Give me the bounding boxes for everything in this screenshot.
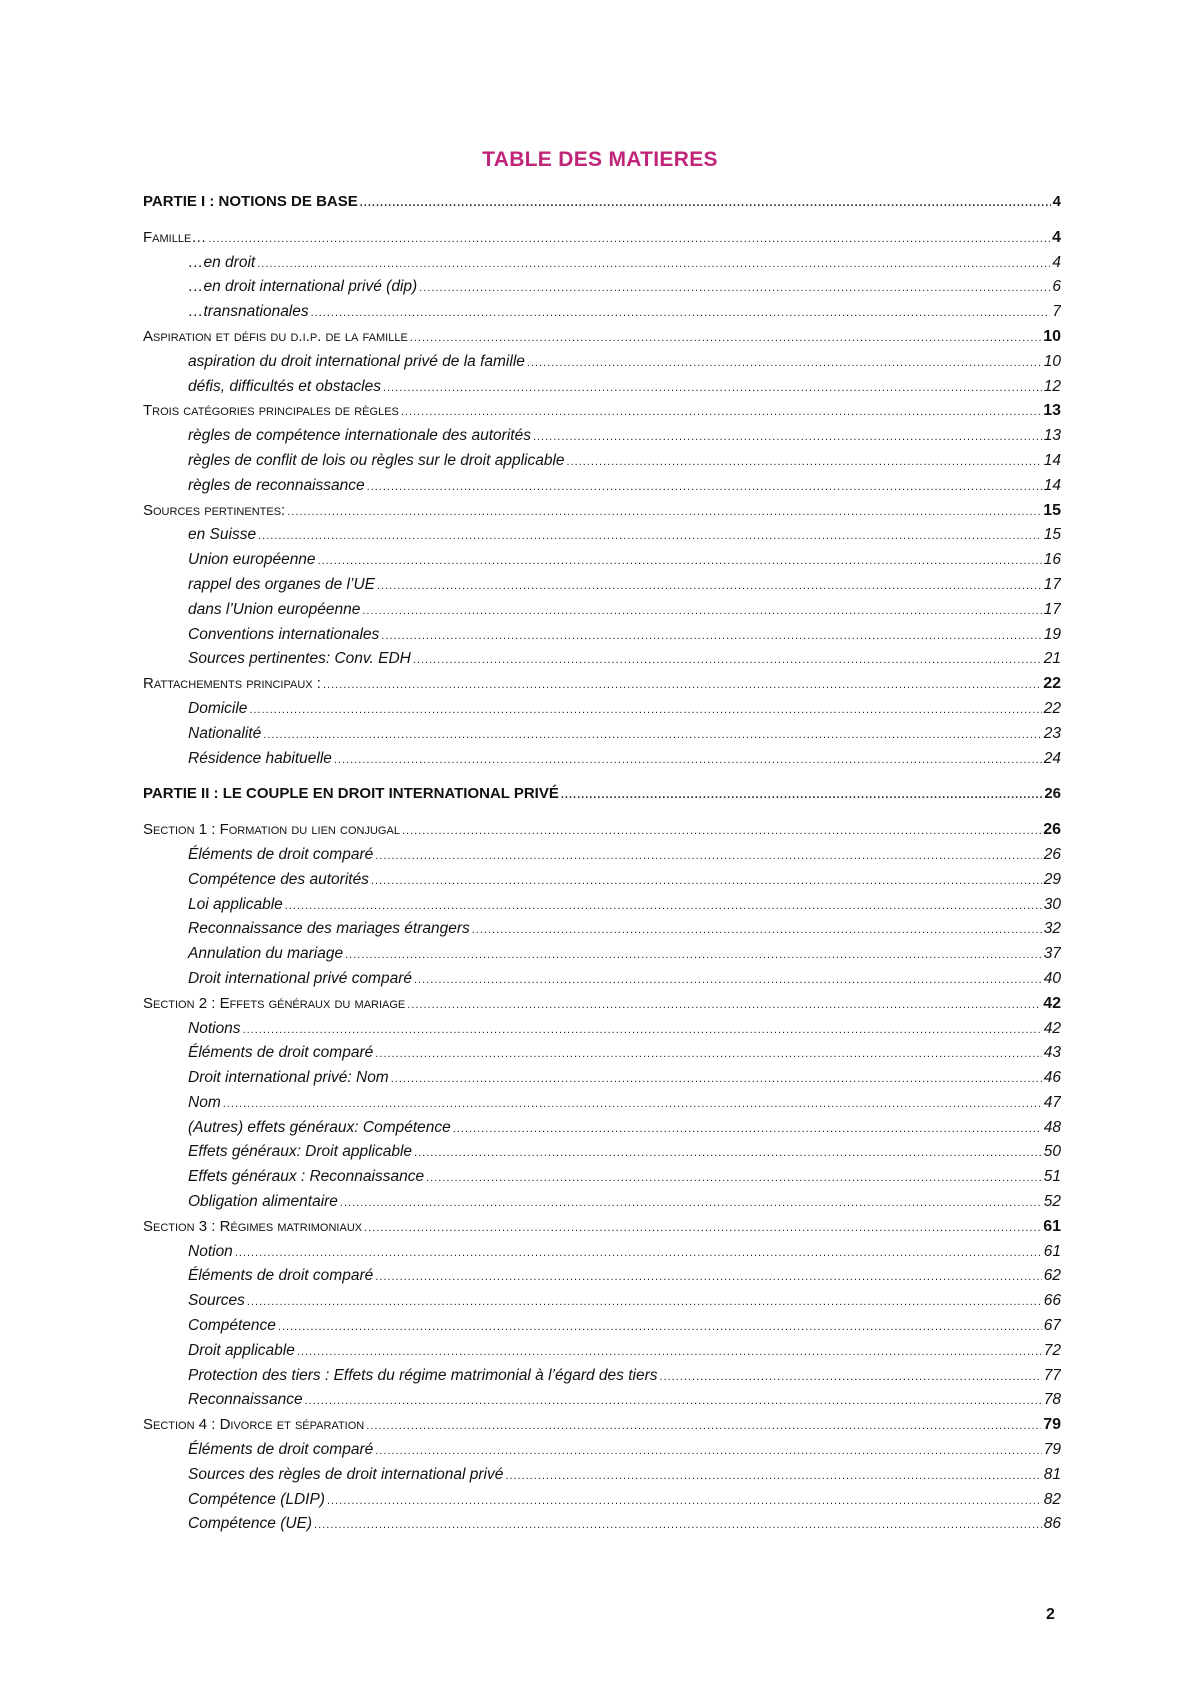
toc-page: 22	[1043, 699, 1061, 717]
toc-page: 23	[1043, 724, 1061, 742]
toc-item[interactable]	[143, 375, 1061, 400]
toc-item[interactable]	[143, 917, 1061, 942]
toc-label: Reconnaissance des mariages étrangers	[188, 920, 470, 938]
toc-page: 26	[1043, 821, 1061, 839]
toc-item[interactable]	[143, 868, 1061, 893]
toc-item[interactable]	[143, 1190, 1061, 1215]
toc-page: 61	[1043, 1242, 1061, 1260]
dot-leader	[297, 1340, 1042, 1364]
dot-leader	[533, 425, 1042, 449]
toc-item[interactable]	[143, 1041, 1061, 1066]
dot-leader	[278, 1315, 1042, 1339]
dot-leader	[327, 1489, 1042, 1513]
dot-leader	[375, 1042, 1042, 1066]
toc-page: 24	[1043, 749, 1061, 767]
toc-section-aspiration[interactable]	[143, 325, 1061, 350]
toc-label: …en droit international privé (dip)	[188, 278, 418, 296]
toc-page: 29	[1043, 870, 1061, 888]
toc-item[interactable]	[143, 275, 1061, 300]
toc-section-categories[interactable]	[143, 399, 1061, 424]
toc-label: Résidence habituelle	[188, 749, 332, 767]
toc-item[interactable]	[143, 474, 1061, 499]
toc-item[interactable]	[143, 573, 1061, 598]
dot-leader	[375, 1265, 1042, 1289]
table-of-contents	[143, 190, 1061, 1537]
toc-label: Nom	[188, 1093, 221, 1111]
toc-page: 30	[1043, 895, 1061, 913]
toc-page: 21	[1043, 650, 1061, 668]
page-number: 2	[1046, 1606, 1055, 1623]
toc-item[interactable]	[143, 1165, 1061, 1190]
toc-item[interactable]	[143, 449, 1061, 474]
dot-leader	[402, 819, 1041, 843]
dot-leader	[364, 1216, 1041, 1240]
dot-leader	[381, 624, 1041, 648]
toc-section-famille[interactable]	[143, 226, 1061, 251]
toc-label: rappel des organes de l’UE	[188, 575, 375, 593]
toc-label: PARTIE II : LE COUPLE EN DROIT INTERNATIONAL PRIVÉ	[143, 785, 559, 803]
toc-label: Section 1 : Formation du lien conjugal	[143, 821, 400, 839]
toc-page: 86	[1043, 1515, 1061, 1533]
toc-label: Loi applicable	[188, 895, 283, 913]
toc-item[interactable]	[143, 893, 1061, 918]
dot-leader	[567, 450, 1042, 474]
toc-label: …en droit	[188, 253, 256, 271]
toc-label: Éléments de droit comparé	[188, 1267, 374, 1285]
dot-leader	[243, 1018, 1042, 1042]
toc-label: (Autres) effets généraux: Compétence	[188, 1118, 451, 1136]
toc-item[interactable]	[143, 1388, 1061, 1413]
toc-page: 42	[1043, 1019, 1061, 1037]
dot-leader	[367, 475, 1042, 499]
toc-item[interactable]	[143, 1488, 1061, 1513]
dot-leader	[223, 1092, 1042, 1116]
toc-label: Protection des tiers : Effets du régime matrimonial à l’égard des tiers	[188, 1366, 658, 1384]
dot-leader	[258, 524, 1042, 548]
dot-leader	[305, 1389, 1042, 1413]
dot-leader	[413, 648, 1042, 672]
toc-page: 22	[1043, 675, 1061, 693]
toc-page: 40	[1043, 969, 1061, 987]
dot-leader	[366, 1414, 1041, 1438]
toc-page: 4	[1052, 253, 1061, 271]
toc-page: 17	[1043, 600, 1061, 618]
toc-page: 37	[1043, 945, 1061, 963]
toc-page: 4	[1052, 228, 1061, 246]
toc-item[interactable]	[143, 967, 1061, 992]
toc-page: 26	[1044, 785, 1061, 803]
toc-item[interactable]	[143, 942, 1061, 967]
toc-item[interactable]	[143, 647, 1061, 672]
toc-page: 46	[1043, 1069, 1061, 1087]
toc-item[interactable]	[143, 251, 1061, 276]
toc-label: Compétence	[188, 1317, 276, 1335]
toc-section-4[interactable]	[143, 1413, 1061, 1438]
toc-item[interactable]	[143, 1116, 1061, 1141]
toc-page: 82	[1043, 1490, 1061, 1508]
toc-item[interactable]	[143, 747, 1061, 772]
toc-page: 43	[1043, 1044, 1061, 1062]
toc-item[interactable]	[143, 623, 1061, 648]
toc-page: 15	[1043, 501, 1061, 519]
toc-page: 62	[1043, 1267, 1061, 1285]
toc-page: 14	[1043, 451, 1061, 469]
toc-label: Rattachements principaux :	[143, 675, 321, 693]
toc-item[interactable]	[143, 1438, 1061, 1463]
toc-item[interactable]	[143, 1364, 1061, 1389]
toc-section-3[interactable]	[143, 1215, 1061, 1240]
dot-leader	[414, 1141, 1042, 1165]
toc-label: Droit international privé comparé	[188, 969, 412, 987]
toc-label: Section 2 : Effets généraux du mariage	[143, 994, 406, 1012]
dot-leader	[375, 1439, 1042, 1463]
toc-page: 15	[1043, 526, 1061, 544]
dot-leader	[375, 844, 1042, 868]
toc-label: Droit international privé: Nom	[188, 1069, 389, 1087]
toc-label: Obligation alimentaire	[188, 1193, 338, 1211]
toc-label: Éléments de droit comparé	[188, 845, 374, 863]
toc-item[interactable]	[143, 424, 1061, 449]
toc-label: Notions	[188, 1019, 241, 1037]
dot-leader	[391, 1067, 1042, 1091]
toc-item[interactable]	[143, 1463, 1061, 1488]
toc-label: aspiration du droit international privé de la famille	[188, 352, 525, 370]
dot-leader	[263, 723, 1042, 747]
toc-section-sources[interactable]	[143, 499, 1061, 524]
toc-label: Éléments de droit comparé	[188, 1441, 374, 1459]
toc-label: Sources	[188, 1292, 245, 1310]
toc-page: 51	[1043, 1168, 1061, 1186]
toc-page: 66	[1043, 1292, 1061, 1310]
dot-leader	[426, 1166, 1042, 1190]
dot-leader	[235, 1241, 1042, 1265]
dot-leader	[340, 1191, 1042, 1215]
toc-label: en Suisse	[188, 526, 257, 544]
toc-label: Droit applicable	[188, 1341, 295, 1359]
toc-item[interactable]	[143, 1512, 1061, 1537]
toc-label: Compétence (UE)	[188, 1515, 313, 1533]
toc-item[interactable]	[143, 1264, 1061, 1289]
toc-label: Éléments de droit comparé	[188, 1044, 374, 1062]
toc-label: dans l’Union européenne	[188, 600, 361, 618]
toc-page: 6	[1052, 278, 1061, 296]
toc-item[interactable]	[143, 1017, 1061, 1042]
toc-page: 42	[1043, 994, 1061, 1012]
toc-page: 78	[1043, 1391, 1061, 1409]
toc-label: PARTIE I : NOTIONS DE BASE	[143, 193, 358, 210]
toc-label: Sources des règles de droit international privé	[188, 1465, 504, 1483]
toc-part-1[interactable]	[143, 190, 1061, 215]
toc-page: 10	[1043, 352, 1061, 370]
dot-leader	[362, 599, 1041, 623]
toc-label: règles de compétence internationale des autorités	[188, 427, 531, 445]
dot-leader	[660, 1365, 1042, 1389]
toc-item[interactable]	[143, 350, 1061, 375]
toc-label: Sources pertinentes: Conv. EDH	[188, 650, 411, 668]
dot-leader	[360, 191, 1051, 215]
dot-leader	[401, 400, 1041, 424]
dot-leader	[371, 869, 1042, 893]
dot-leader	[249, 698, 1041, 722]
toc-label: Section 3 : Régimes matrimoniaux	[143, 1217, 363, 1235]
toc-item[interactable]	[143, 548, 1061, 573]
toc-item[interactable]	[143, 722, 1061, 747]
toc-page: 10	[1043, 327, 1061, 345]
dot-leader	[453, 1117, 1042, 1141]
toc-label: Effets généraux: Droit applicable	[188, 1143, 413, 1161]
dot-leader	[314, 1513, 1042, 1537]
toc-label: …transnationales	[188, 303, 309, 321]
toc-page: 79	[1043, 1416, 1061, 1434]
toc-label: Trois catégories principales de règles	[143, 402, 399, 420]
toc-label: Compétence (LDIP)	[188, 1490, 325, 1508]
dot-leader	[527, 351, 1042, 375]
toc-page: 13	[1043, 402, 1061, 420]
toc-title: TABLE DES MATIERES	[482, 148, 718, 171]
dot-leader	[407, 993, 1041, 1017]
toc-page: 26	[1043, 845, 1061, 863]
dot-leader	[334, 748, 1042, 772]
toc-item[interactable]	[143, 598, 1061, 623]
toc-label: Reconnaissance	[188, 1391, 303, 1409]
toc-label: Sources pertinentes:	[143, 501, 286, 519]
toc-label: Effets généraux : Reconnaissance	[188, 1168, 425, 1186]
toc-page: 79	[1043, 1441, 1061, 1459]
dot-leader	[208, 227, 1050, 251]
toc-page: 81	[1043, 1465, 1061, 1483]
toc-section-1[interactable]	[143, 818, 1061, 843]
dot-leader	[472, 918, 1042, 942]
toc-page: 7	[1052, 303, 1061, 321]
toc-label: Union européenne	[188, 551, 316, 569]
toc-label: règles de reconnaissance	[188, 476, 365, 494]
toc-page: 4	[1052, 193, 1061, 210]
toc-page: 77	[1043, 1366, 1061, 1384]
toc-label: Famille…	[143, 228, 207, 246]
toc-item[interactable]	[143, 1339, 1061, 1364]
toc-item[interactable]	[143, 1289, 1061, 1314]
toc-label: Notion	[188, 1242, 233, 1260]
dot-leader	[311, 301, 1051, 325]
toc-page: 61	[1043, 1217, 1061, 1235]
toc-item[interactable]	[143, 843, 1061, 868]
toc-label: Compétence des autorités	[188, 870, 369, 888]
toc-label: Section 4 : Divorce et séparation	[143, 1416, 365, 1434]
dot-leader	[287, 500, 1041, 524]
toc-page: 17	[1043, 575, 1061, 593]
dot-leader	[323, 673, 1041, 697]
toc-item[interactable]	[143, 697, 1061, 722]
dot-leader	[345, 943, 1042, 967]
dot-leader	[285, 894, 1042, 918]
toc-item[interactable]	[143, 1091, 1061, 1116]
toc-label: Nationalité	[188, 724, 262, 742]
toc-item[interactable]	[143, 300, 1061, 325]
toc-section-2[interactable]	[143, 992, 1061, 1017]
dot-leader	[377, 574, 1042, 598]
dot-leader	[561, 783, 1042, 807]
toc-item[interactable]	[143, 1066, 1061, 1091]
toc-label: Aspiration et défis du d.i.p. de la famille	[143, 327, 408, 345]
toc-label: Annulation du mariage	[188, 945, 344, 963]
dot-leader	[318, 549, 1042, 573]
toc-label: Domicile	[188, 699, 248, 717]
toc-page: 14	[1043, 476, 1061, 494]
dot-leader	[419, 276, 1050, 300]
dot-leader	[505, 1464, 1041, 1488]
toc-page: 72	[1043, 1341, 1061, 1359]
toc-page: 19	[1043, 625, 1061, 643]
dot-leader	[247, 1290, 1042, 1314]
dot-leader	[383, 376, 1042, 400]
toc-item[interactable]	[143, 1240, 1061, 1265]
toc-page: 50	[1043, 1143, 1061, 1161]
toc-item[interactable]	[143, 523, 1061, 548]
dot-leader	[414, 968, 1042, 992]
dot-leader	[410, 326, 1041, 350]
toc-item[interactable]	[143, 1314, 1061, 1339]
toc-label: défis, difficultés et obstacles	[188, 377, 381, 395]
dot-leader	[257, 252, 1050, 276]
toc-page: 32	[1043, 920, 1061, 938]
toc-page: 16	[1043, 551, 1061, 569]
toc-page: 48	[1043, 1118, 1061, 1136]
toc-section-rattachements[interactable]	[143, 672, 1061, 697]
toc-item[interactable]	[143, 1140, 1061, 1165]
toc-page: 67	[1043, 1317, 1061, 1335]
toc-page: 13	[1043, 427, 1061, 445]
toc-page: 52	[1043, 1193, 1061, 1211]
toc-page: 12	[1043, 377, 1061, 395]
toc-part-2[interactable]	[143, 782, 1061, 807]
toc-page: 47	[1043, 1093, 1061, 1111]
toc-label: Conventions internationales	[188, 625, 380, 643]
toc-label: règles de conflit de lois ou règles sur le droit applicable	[188, 451, 565, 469]
